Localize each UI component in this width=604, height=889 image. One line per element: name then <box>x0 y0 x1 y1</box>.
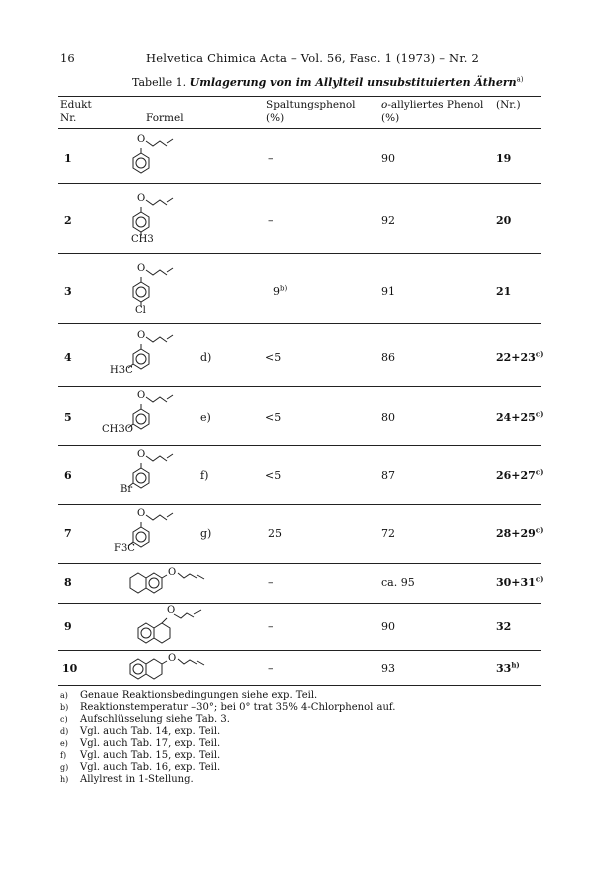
product-nr-text: 28+29 <box>496 527 536 540</box>
row-separator <box>58 650 541 651</box>
footnote-mark: f) <box>60 751 67 760</box>
structure-4-chlorophenyl-allyl-ether <box>126 260 206 320</box>
methyl-label: CH3 <box>131 234 154 245</box>
col-header-nr: (Nr.) <box>496 99 521 111</box>
structure-3-methylphenyl-allyl-ether <box>110 327 206 382</box>
spaltung-value: – <box>268 214 274 227</box>
table-caption <box>132 76 524 89</box>
col-header-oallyl-label <box>381 99 483 112</box>
structure-4-methylphenyl-allyl-ether <box>126 190 206 250</box>
oxygen-label: O <box>137 134 146 145</box>
footnote-mark: g) <box>60 763 69 772</box>
oxygen-label: O <box>168 653 177 664</box>
page-number: 16 <box>60 51 75 65</box>
col-header-edukt <box>60 99 92 125</box>
edukt-nr: 2 <box>64 214 72 227</box>
col-header-formel: Formel <box>146 112 184 124</box>
structure-2-naphthyl-allyl-ether-2 <box>126 652 236 686</box>
footnote-text: Aufschlüsselung siehe Tab. 3. <box>80 714 230 725</box>
caption-footnote-mark: a) <box>516 75 524 84</box>
spaltung-value: <5 <box>265 411 282 424</box>
caption-title: Umlagerung von im Allylteil unsubstituierten Äthern <box>189 76 517 89</box>
oallyl-value: 92 <box>381 214 395 227</box>
product-footnote-mark: c) <box>535 349 544 359</box>
spaltung-value: <5 <box>265 469 282 482</box>
edukt-nr: 3 <box>64 285 72 298</box>
col-header-spaltung-label: Spaltungsphenol <box>266 99 356 111</box>
product-nr-text: 30+31 <box>496 576 536 589</box>
edukt-nr: 1 <box>64 152 72 165</box>
product-nr: 19 <box>496 152 512 165</box>
edukt-nr: 5 <box>64 411 72 424</box>
edukt-nr: 4 <box>64 351 72 364</box>
edukt-nr: 8 <box>64 576 72 589</box>
footnote-mark: b) <box>60 703 69 712</box>
trifluoromethyl-label: F3C <box>114 543 135 554</box>
product-nr <box>496 469 543 482</box>
row-separator <box>58 323 541 324</box>
row-note: d) <box>200 351 212 364</box>
product-nr <box>496 411 543 424</box>
oxygen-label: O <box>137 330 146 341</box>
footnote-mark: d) <box>60 727 69 736</box>
col-header-oallyl-prefix: o <box>381 99 388 111</box>
col-header-spaltung-unit: (%) <box>266 112 285 124</box>
footnote-text: Allylrest in 1-Stellung. <box>80 774 194 785</box>
row-note: g) <box>200 527 212 540</box>
oallyl-value: 80 <box>381 411 395 424</box>
row-separator <box>58 253 541 254</box>
col-header-spaltung <box>266 99 356 125</box>
col-header-oallyl <box>381 99 483 125</box>
oallyl-value: 72 <box>381 527 395 540</box>
row-note: e) <box>200 411 211 424</box>
structure-2-naphthyl-allyl-ether <box>126 565 236 601</box>
edukt-nr: 6 <box>64 469 72 482</box>
spaltung-value: – <box>268 576 274 589</box>
footnote-text: Genaue Reaktionsbedingungen siehe exp. Teil. <box>80 690 318 701</box>
product-footnote-mark: c) <box>535 409 544 419</box>
footnote-mark: h) <box>60 775 69 784</box>
footnote-text: Vgl. auch Tab. 17, exp. Teil. <box>80 738 221 749</box>
oallyl-value: 91 <box>381 285 395 298</box>
spaltung-value: – <box>268 620 274 633</box>
product-nr-text: 26+27 <box>496 469 536 482</box>
product-footnote-mark: h) <box>511 660 520 670</box>
spaltung-number: 9 <box>273 285 280 298</box>
oallyl-value: 86 <box>381 351 395 364</box>
methyl-label: H3C <box>110 365 133 376</box>
spaltung-value: – <box>268 152 274 165</box>
footnote-text: Reaktionstemperatur –30°; bei 0° trat 35% 4-Chlorphenol auf. <box>80 702 396 713</box>
oallyl-value: 87 <box>381 469 395 482</box>
spaltung-value <box>273 285 287 298</box>
product-nr <box>496 527 543 540</box>
oallyl-value: 90 <box>381 620 395 633</box>
oxygen-label: O <box>137 390 146 401</box>
col-header-edukt-label: Edukt <box>60 99 92 111</box>
product-nr-text: 24+25 <box>496 411 536 424</box>
footnote-text: Vgl. auch Tab. 14, exp. Teil. <box>80 726 221 737</box>
product-footnote-mark: c) <box>535 467 544 477</box>
oxygen-label: O <box>137 193 146 204</box>
oxygen-label: O <box>137 449 146 460</box>
table-top-rule <box>58 96 541 97</box>
row-separator <box>58 563 541 564</box>
oallyl-value: ca. 95 <box>381 576 415 589</box>
product-nr-text: 22+23 <box>496 351 536 364</box>
footnote-mark: e) <box>60 739 68 748</box>
methoxy-label: CH3O <box>102 424 133 435</box>
product-nr: 20 <box>496 214 512 227</box>
product-nr-text: 33 <box>496 662 512 675</box>
product-footnote-mark: c) <box>535 525 544 535</box>
oxygen-label: O <box>167 605 176 616</box>
table-header-rule <box>58 128 541 129</box>
product-nr: 21 <box>496 285 512 298</box>
row-note: f) <box>200 469 209 482</box>
structure-3-trifluoromethylphenyl-allyl-ether <box>114 505 206 560</box>
row-separator <box>58 183 541 184</box>
structure-3-methoxyphenyl-allyl-ether <box>102 387 206 442</box>
oxygen-label: O <box>137 508 146 519</box>
oallyl-value: 93 <box>381 662 395 675</box>
chloro-label: Cl <box>135 305 146 316</box>
edukt-nr: 7 <box>64 527 72 540</box>
spaltung-value: – <box>268 662 274 675</box>
spaltung-value: 25 <box>268 527 282 540</box>
product-nr: 32 <box>496 620 512 633</box>
product-nr <box>496 351 543 364</box>
spaltung-value: <5 <box>265 351 282 364</box>
oxygen-label: O <box>137 263 146 274</box>
oxygen-label: O <box>168 567 177 578</box>
col-header-oallyl-unit: (%) <box>381 112 400 124</box>
footnote-text: Vgl. auch Tab. 16, exp. Teil. <box>80 762 221 773</box>
col-header-oallyl-text: -allyliertes Phenol <box>387 99 484 111</box>
footnote-mark: a) <box>60 691 68 700</box>
product-nr <box>496 576 543 589</box>
col-header-edukt-nr: Nr. <box>60 112 77 124</box>
structure-3-bromophenyl-allyl-ether <box>120 446 209 501</box>
structure-allyl-phenyl-ether <box>126 131 206 181</box>
oallyl-value: 90 <box>381 152 395 165</box>
footnote-text: Vgl. auch Tab. 15, exp. Teil. <box>80 750 221 761</box>
journal-header: Helvetica Chimica Acta – Vol. 56, Fasc. 1 (1973) – Nr. 2 <box>146 51 479 65</box>
spaltung-footnote-mark: b) <box>280 284 288 293</box>
edukt-nr: 9 <box>64 620 72 633</box>
product-nr <box>496 662 520 675</box>
row-separator <box>58 603 541 604</box>
structure-1-naphthyl-allyl-ether <box>126 605 216 649</box>
caption-prefix: Tabelle 1. <box>132 76 187 89</box>
product-footnote-mark: c) <box>535 574 544 584</box>
bromo-label: Br <box>120 484 133 495</box>
edukt-nr: 10 <box>62 662 78 675</box>
footnote-mark: c) <box>60 715 68 724</box>
